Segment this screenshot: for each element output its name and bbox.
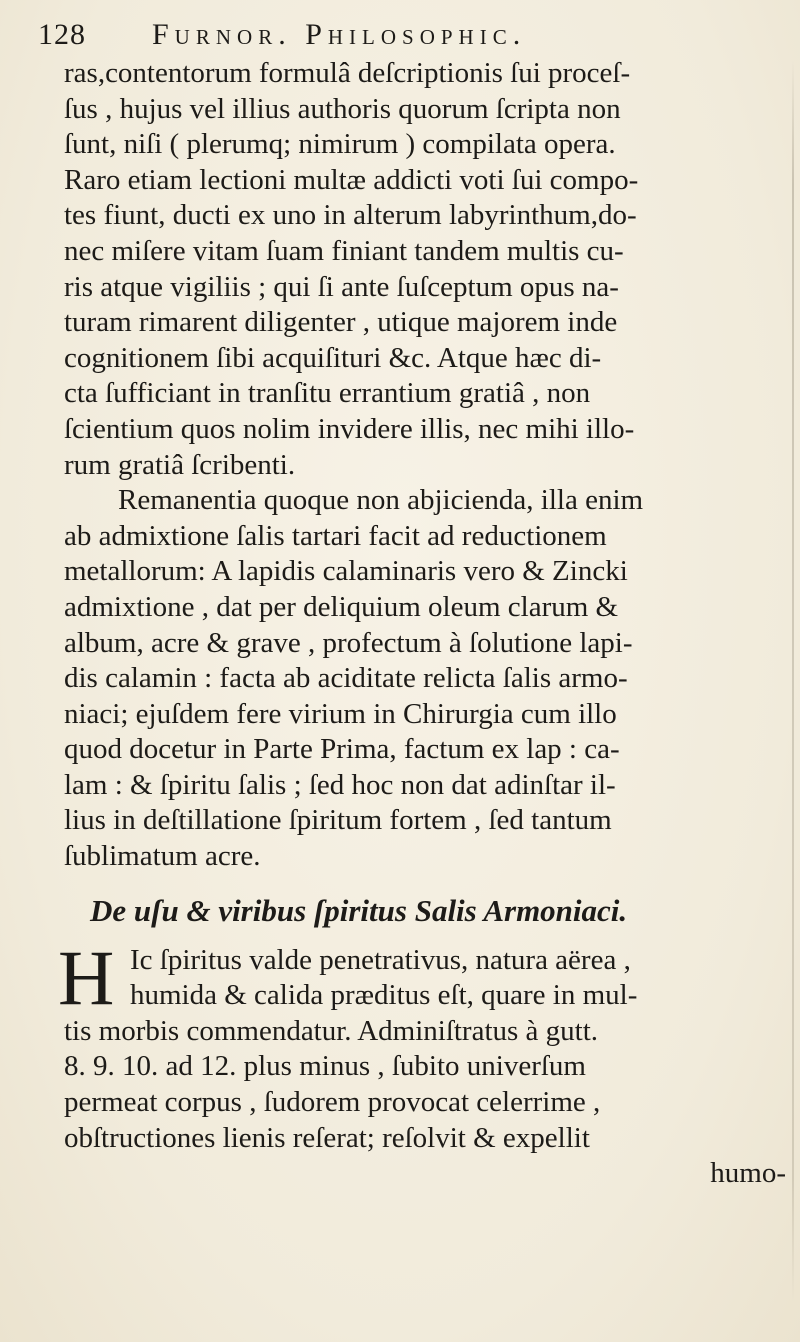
text-line: ab admixtione ſalis tartari facit ad reductionem: [64, 519, 607, 552]
text-line: ſcientium quos nolim invidere illis, nec mihi illo-: [64, 412, 635, 445]
text-line: lam : & ſpiritu ſalis ; ſed hoc non dat adinſtar il-: [64, 768, 616, 801]
text-line: humida & calida præditus eſt, quare in mul-: [130, 979, 638, 1012]
text-line: ſublimatum acre.: [64, 840, 261, 873]
text-line: cognitionem ſibi acquiſituri &c. Atque hæc di-: [64, 341, 602, 374]
text-line: dis calamin : facta ab aciditate relicta ſalis armo-: [64, 662, 628, 695]
text-line: ſus , hujus vel illius authoris quorum ſcripta non: [64, 92, 621, 125]
text-line: turam rimarent diligenter , utique majorem inde: [64, 306, 618, 339]
text-line: ras,contentorum formulâ deſcriptionis ſui proceſ-: [64, 57, 631, 89]
text-line: admixtione , dat per deliquium oleum clarum &: [64, 590, 619, 623]
paragraph-1: [64, 56, 794, 483]
text-line: ſunt, niſi ( plerumq; nimirum ) compilata opera.: [64, 128, 616, 161]
text-line: cta ſufficiant in tranſitu errantium gratiâ , non: [64, 377, 591, 410]
body-text: [58, 56, 794, 1192]
page-header: [38, 10, 778, 60]
text-line: rum gratiâ ſcribenti.: [64, 448, 296, 481]
text-line: tis morbis commendatur. Adminiſtratus à gutt.: [64, 1014, 599, 1047]
text-line: 8. 9. 10. ad 12. plus minus , ſubito univerſum: [64, 1050, 586, 1083]
text-line: Ic ſpiritus valde penetrativus, natura aërea ,: [130, 943, 631, 976]
text-line: permeat corpus , ſudorem provocat celerrime ,: [64, 1086, 601, 1119]
catchword: humo-: [710, 1157, 786, 1190]
text-line: metallorum: A lapidis calaminaris vero & Zincki: [64, 555, 628, 588]
section-heading: De uſu & viribus ſpiritus Salis Armoniaci.: [90, 892, 628, 928]
text-line: lius in deſtillatione ſpiritum fortem , ſed tantum: [64, 804, 612, 837]
paragraph-3: [58, 933, 794, 1192]
text-line: Remanentia quoque non abjicienda, illa enim: [118, 484, 644, 517]
drop-cap-block: [58, 933, 794, 1021]
text-line: obſtructiones lienis reſerat; reſolvit & expellit: [64, 1121, 590, 1154]
text-line: album, acre & grave , profectum à ſolutione lapi-: [64, 626, 633, 659]
text-line: niaci; ejuſdem fere virium in Chirurgia cum illo: [64, 697, 617, 730]
running-head: Furnor. Philosophic.: [152, 18, 527, 51]
text-line: nec miſere vitam ſuam finiant tandem multis cu-: [64, 234, 624, 267]
paragraph-2: [64, 483, 794, 875]
text-line: Raro etiam lectioni multæ addicti voti ſui compo-: [64, 163, 639, 196]
page-number: 128: [38, 18, 86, 51]
drop-cap: H: [58, 933, 115, 1021]
text-line: quod docetur in Parte Prima, factum ex lap : ca-: [64, 733, 620, 766]
text-line: tes fiunt, ducti ex uno in alterum labyrinthum,do-: [64, 199, 637, 232]
text-line: ris atque vigiliis ; qui ſi ante ſuſceptum opus na-: [64, 270, 619, 303]
